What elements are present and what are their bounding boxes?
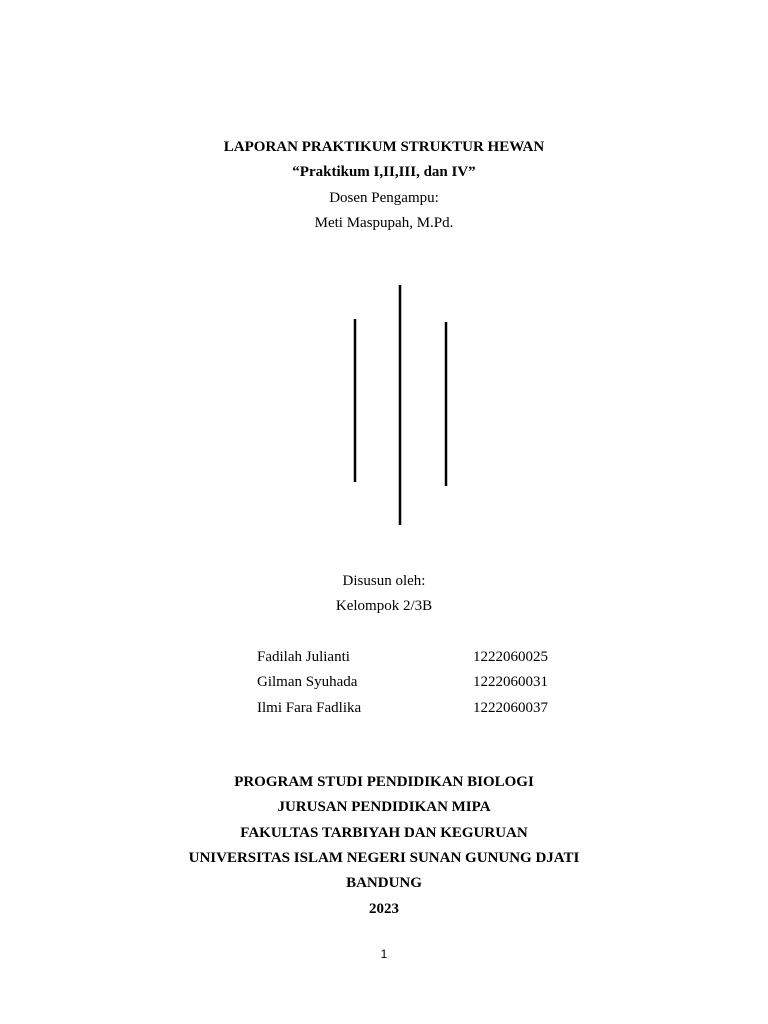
- member-nim: 1222060025: [473, 649, 548, 665]
- compiled-by-label: Disusun oleh:: [342, 573, 426, 589]
- department-name: JURUSAN PENDIDIKAN MIPA: [277, 799, 491, 815]
- member-name: Ilmi Fara Fadlika: [257, 700, 362, 716]
- lecturer-label: Dosen Pengampu:: [329, 190, 439, 206]
- city-name: BANDUNG: [346, 875, 422, 891]
- report-title: LAPORAN PRAKTIKUM STRUKTUR HEWAN: [223, 139, 545, 155]
- member-name: Fadilah Julianti: [257, 649, 350, 665]
- report-subtitle: “Praktikum I,II,III, dan IV”: [292, 164, 476, 180]
- member-nim: 1222060037: [473, 700, 548, 716]
- lecturer-name: Meti Maspupah, M.Pd.: [314, 215, 454, 231]
- member-nim: 1222060031: [473, 674, 548, 690]
- faculty-name: FAKULTAS TARBIYAH DAN KEGURUAN: [240, 825, 528, 841]
- program-name: PROGRAM STUDI PENDIDIKAN BIOLOGI: [234, 774, 534, 790]
- three-vertical-lines-logo-icon: [340, 282, 460, 532]
- group-name: Kelompok 2/3B: [335, 598, 433, 614]
- member-name: Gilman Syuhada: [257, 674, 358, 690]
- page-number: 1: [380, 947, 388, 961]
- year: 2023: [369, 901, 399, 917]
- university-name: UNIVERSITAS ISLAM NEGERI SUNAN GUNUNG DJATI: [188, 850, 580, 866]
